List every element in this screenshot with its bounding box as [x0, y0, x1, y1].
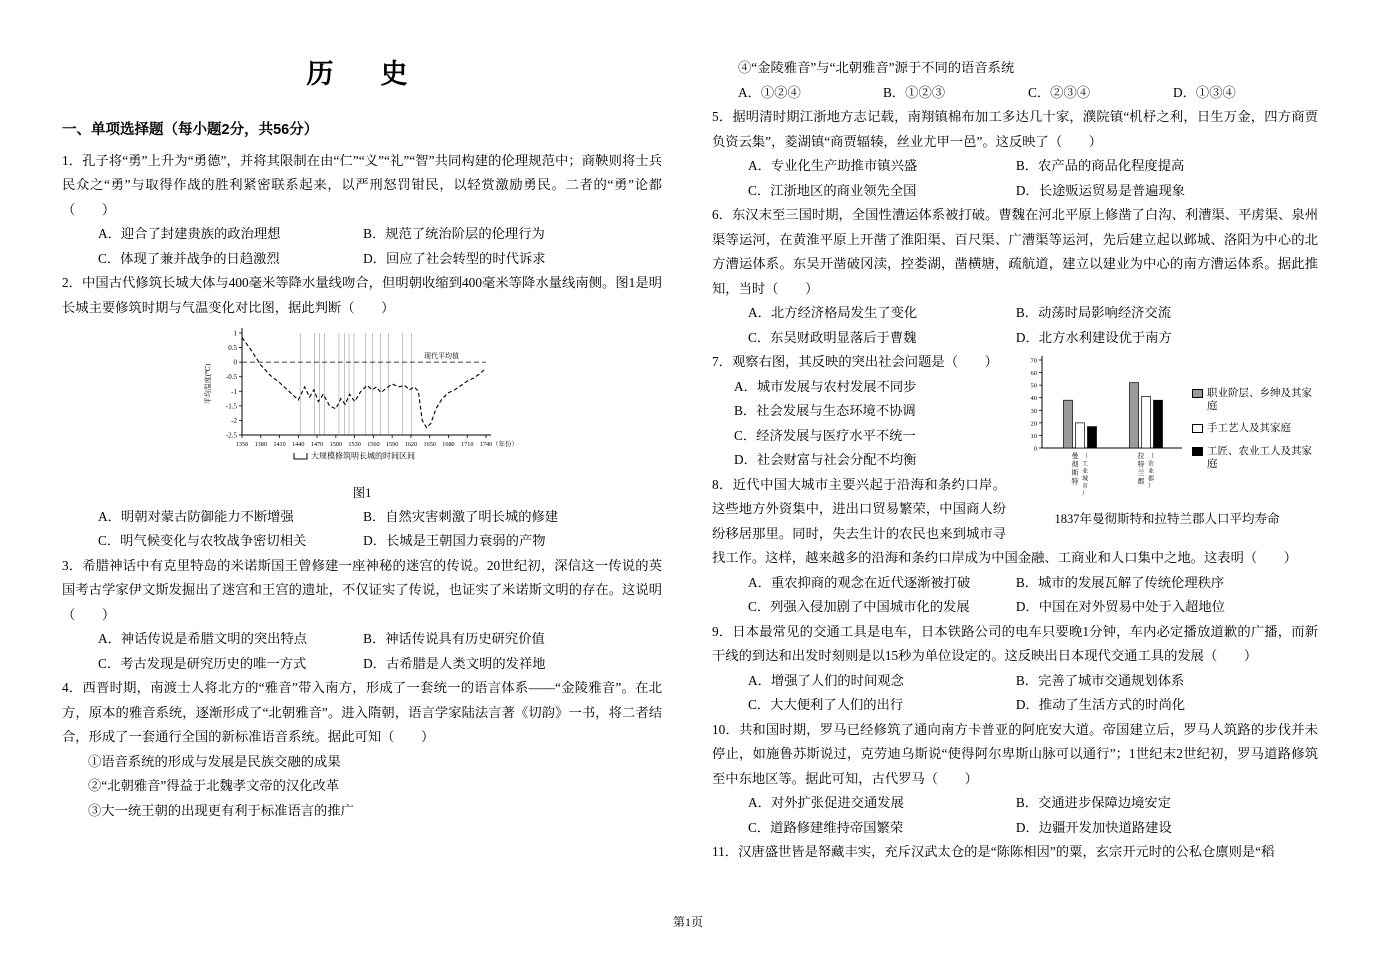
legend-label: 工匠、农业工人及其家庭	[1207, 445, 1312, 470]
svg-text:60: 60	[1030, 370, 1037, 378]
svg-text:1590: 1590	[385, 441, 399, 448]
option: B．完善了城市交通规划体系	[1015, 672, 1185, 688]
option: B．动荡时局影响经济交流	[1015, 305, 1172, 320]
question-stem: 7．观察右图，其反映的突出社会问题是（ ）	[712, 354, 998, 369]
page-title: 历 史	[306, 59, 418, 89]
option: A．神话传说是希腊文明的突出特点	[98, 631, 308, 646]
option: D．长途贩运贸易是普遍现象	[1015, 182, 1186, 198]
svg-text:（年份）: （年份）	[492, 441, 518, 448]
legend-label: 职业阶层、乡绅及其家庭	[1207, 388, 1312, 413]
svg-text:0: 0	[233, 358, 237, 367]
svg-text:拉特兰郡: 拉特兰郡	[1137, 452, 1145, 486]
question-stem: 1．孔子将“勇”上升为“勇德”，并将其限制在由“仁”“义”“礼”“智”共同构建的伦理规范中；商鞅则将士兵民众之“勇”与取得作战的胜利紧密联系起来，以严刑怒罚钳民，以轻赏激励勇民。二者的“勇”论都（ ）	[62, 152, 663, 217]
option: C．经济发展与医疗水平不统一	[734, 427, 916, 443]
left-column	[62, 0, 662, 823]
question-stem: 3．希腊神话中有克里特岛的米诺斯国王曾修建一座神秘的迷宫的传说。20世纪初，深信这一传说的英国考古学家伊文斯发掘出了迷宫和王宫的遗址，不仅证实了传说，也证实了米诺斯文明的存在。这说明（ ）	[62, 557, 662, 622]
svg-text:1470: 1470	[310, 441, 324, 448]
question-block	[712, 105, 1318, 203]
option: B．神话传说具有历史研究价值	[363, 631, 545, 646]
svg-text:1380: 1380	[254, 441, 267, 448]
options-group	[712, 301, 1318, 350]
question-block	[712, 203, 1318, 350]
question-block	[712, 620, 1318, 718]
options-group	[62, 505, 662, 554]
svg-text:1560: 1560	[367, 441, 380, 448]
question-block	[712, 840, 1318, 865]
option: D．中国在对外贸易中处于入超地位	[1015, 599, 1225, 614]
temperature-chart-figure	[202, 323, 522, 502]
lifespan-bar-chart	[1016, 350, 1188, 508]
question-subitem: ①语音系统的形成与发展是民族交融的成果	[88, 753, 341, 769]
svg-text:大规模修筑明长城的时间区间: 大规模修筑明长城的时间区间	[311, 451, 415, 461]
question-stem: 5．据明清时期江浙地方志记载，南翔镇棉布加工多达几十家，濮院镇“机杼之利，日生万金，四方商贾负资云集”，菱湖镇“商贾辐辏，丝业尤甲一邑”。这反映了（ ）	[712, 109, 1318, 149]
section-header: 一、单项选择题（每小题2分，共56分）	[62, 122, 319, 138]
question-block	[62, 554, 662, 677]
option: D．长城是王朝国力衰弱的产物	[363, 533, 546, 548]
question-stem: 8．近代中国大城市主要兴起于沿海和条约口岸。这些地方外资集中，进出口贸易繁荣，中国商人纷纷移居那里。同时，失去生计的农民也来到城市寻找工作。这样，越来越多的沿海和条约口岸成为中国金融、工商业和人口集中之地。这表明（ ）	[712, 476, 1298, 565]
svg-text:平均温度(℃): 平均温度(℃)	[204, 363, 212, 405]
option: C．道路修建维持帝国繁荣	[748, 819, 904, 835]
option: C．大大便利了人们的出行	[748, 697, 904, 712]
svg-text:-1: -1	[231, 387, 237, 396]
lifespan-chart-figure	[1016, 350, 1318, 528]
option: A．专业化生产助推市镇兴盛	[748, 158, 918, 173]
legend-swatch	[1192, 389, 1203, 398]
svg-text:1620: 1620	[404, 441, 418, 448]
svg-text:1410: 1410	[273, 441, 286, 448]
svg-text:-2.5: -2.5	[225, 431, 237, 440]
question-block	[712, 56, 1318, 105]
option: C．江浙地区的商业领先全国	[748, 182, 917, 198]
svg-text:70: 70	[1030, 357, 1037, 365]
legend-item	[1192, 445, 1318, 471]
figure-caption: 1837年曼彻斯特和拉特兰郡人口平均寿命	[1054, 512, 1280, 526]
svg-text:10: 10	[1030, 432, 1037, 440]
option: C．明气候变化与农牧战争密切相关	[98, 533, 307, 548]
temperature-line-chart	[202, 323, 522, 473]
option: C．列强入侵加剧了中国城市化的发展	[748, 599, 970, 614]
svg-text:1530: 1530	[348, 441, 361, 448]
svg-text:40: 40	[1030, 395, 1037, 403]
question-block	[62, 149, 662, 272]
question-stem: 6．东汉末至三国时期，全国性漕运体系被打破。曹魏在河北平原上修凿了白沟、利漕渠、平虏渠、泉州渠等运河，在黄淮平原上开凿了淮阳渠、百尺渠、广漕渠等运河，先后建立起以邺城、洛阳为中心的北方漕运体系。东吴开凿破冈渎，控娄湖，凿横塘，疏航道，建立以建业为中心的南方漕运体系。据此推知，当时（ ）	[712, 207, 1318, 296]
options-group	[712, 375, 1006, 473]
options-group	[712, 571, 1318, 620]
lifespan-chart-row	[1016, 350, 1318, 508]
option: A．增强了人们的时间观念	[748, 672, 904, 688]
option: D．北方水利建设优于南方	[1015, 329, 1172, 345]
svg-text:现代平均值: 现代平均值	[424, 352, 459, 361]
option: A．①②④	[738, 84, 801, 100]
svg-text:1350: 1350	[235, 441, 249, 448]
option: C．考古发现是研究历史的唯一方式	[98, 655, 307, 671]
question-stem: 4．西晋时期，南渡士人将北方的“雅音”带入南方，形成了一套统一的语言体系——“金陵雅音”。在北方，原本的雅音系统，逐渐形成了“北朝雅音”。进入隋朝，语言学家陆法言著《切韵》一书，将二者结合，形成了一套通行全国的新标准语音系统。据此可知（ ）	[62, 680, 662, 744]
question-subitem: ④“金陵雅音”与“北朝雅音”源于不同的语音系统	[738, 60, 1015, 75]
chart-legend	[1192, 387, 1318, 471]
options-group	[62, 627, 662, 676]
svg-text:20: 20	[1030, 420, 1037, 428]
option: A．迎合了封建贵族的政治理想	[98, 226, 281, 241]
svg-text:0: 0	[1033, 445, 1037, 453]
option: A．北方经济格局发生了变化	[748, 305, 918, 320]
legend-swatch	[1192, 447, 1203, 456]
option: A．城市发展与农村发展不同步	[734, 378, 917, 394]
option: D．社会财富与社会分配不均衡	[734, 452, 917, 467]
options-group	[712, 154, 1318, 203]
svg-text:30: 30	[1030, 407, 1037, 415]
options-group	[712, 81, 1318, 106]
option: B．规范了统治阶层的伦理行为	[363, 226, 545, 241]
question-subitem: ③大一统王朝的出现更有利于标准语言的推广	[88, 802, 354, 818]
question-stem: 11．汉唐盛世皆是帑藏丰实，充斥汉武太仓的是“陈陈相因”的粟，玄宗开元时的公私仓廪则是“稻	[712, 844, 1275, 859]
svg-text:1440: 1440	[292, 441, 305, 448]
svg-text:50: 50	[1030, 382, 1037, 390]
legend-item	[1192, 422, 1318, 435]
svg-text:-0.5: -0.5	[225, 373, 237, 382]
question-stem: 10．共和国时期，罗马已经修筑了通向南方卡普亚的阿庇安大道。帝国建立后，罗马人筑路的步伐并未停止，如施鲁苏斯说过，克劳迪乌斯说“使得阿尔卑斯山脉可以通行”；1世纪末2世纪初，罗马道路修筑至中东地区等。据此可知，古代罗马（ ）	[712, 721, 1318, 786]
option: B．农产品的商品化程度提高	[1015, 158, 1185, 173]
svg-text:曼彻斯特: 曼彻斯特	[1071, 452, 1079, 486]
svg-text:1650: 1650	[423, 441, 436, 448]
svg-text:1680: 1680	[442, 441, 455, 448]
option: C．体现了兼并战争的日趋激烈	[98, 250, 280, 266]
option: B．自然灾害刺激了明长城的修建	[363, 508, 559, 524]
option: B．①②③	[883, 84, 946, 100]
legend-label: 手工艺人及其家庭	[1207, 423, 1291, 435]
option: A．明朝对蒙古防御能力不断增强	[98, 508, 294, 524]
svg-text:1740: 1740	[479, 441, 493, 448]
option: D．古希腊是人类文明的发祥地	[363, 655, 546, 671]
option: B．城市的发展瓦解了传统伦理秩序	[1015, 574, 1225, 590]
option: B．社会发展与生态环境不协调	[734, 403, 916, 418]
legend-item	[1192, 387, 1318, 413]
left-questions	[62, 149, 662, 824]
options-group	[62, 222, 662, 271]
question-block	[62, 271, 662, 554]
question-subitem: ②“北朝雅音”得益于北魏孝文帝的汉化改革	[88, 778, 340, 793]
svg-text:1: 1	[233, 329, 237, 338]
question-stem: 9．日本最常见的交通工具是电车，日本铁路公司的电车只要晚1分钟，车内必定播放道歉的广播，而新干线的到达和出发时刻则是以15秒为单位设定的。这反映出日本现代交通工具的发展（ ）	[712, 623, 1318, 663]
figure-caption: 图1	[352, 485, 372, 500]
option: D．推动了生活方式的时尚化	[1015, 697, 1186, 712]
option: D．边疆开发加快道路建设	[1015, 819, 1172, 835]
svg-text:（农业郡）: （农业郡）	[1147, 454, 1155, 490]
option: A．重农抑商的观念在近代逐渐被打破	[748, 574, 971, 590]
option: B．交通进步保障边境安定	[1015, 795, 1172, 810]
svg-text:0.5: 0.5	[228, 344, 237, 353]
svg-text:-1.5: -1.5	[225, 402, 237, 411]
question-stem: 2．中国古代修筑长城大体与400毫米等降水量线吻合，但明朝收缩到400毫米等降水量线南侧。图1是明长城主要修筑时期与气温变化对比图，据此判断（ ）	[62, 275, 662, 315]
option: D．回应了社会转型的时代诉求	[363, 250, 546, 266]
question-block	[62, 676, 662, 823]
option: C．东吴财政明显落后于曹魏	[748, 329, 917, 345]
question-block	[712, 718, 1318, 841]
option: D．①③④	[1173, 84, 1236, 100]
options-group	[712, 669, 1318, 718]
right-questions	[712, 56, 1318, 865]
svg-text:（工业城市）: （工业城市）	[1081, 454, 1089, 498]
right-column	[712, 56, 1318, 865]
svg-text:1500: 1500	[329, 441, 343, 448]
options-group	[712, 791, 1318, 840]
svg-text:-2: -2	[231, 416, 237, 425]
option: A．对外扩张促进交通发展	[748, 795, 904, 810]
page-number: 第1页	[672, 915, 703, 929]
legend-swatch	[1192, 424, 1203, 433]
option: C．②③④	[1028, 84, 1091, 100]
svg-text:1710: 1710	[461, 441, 474, 448]
